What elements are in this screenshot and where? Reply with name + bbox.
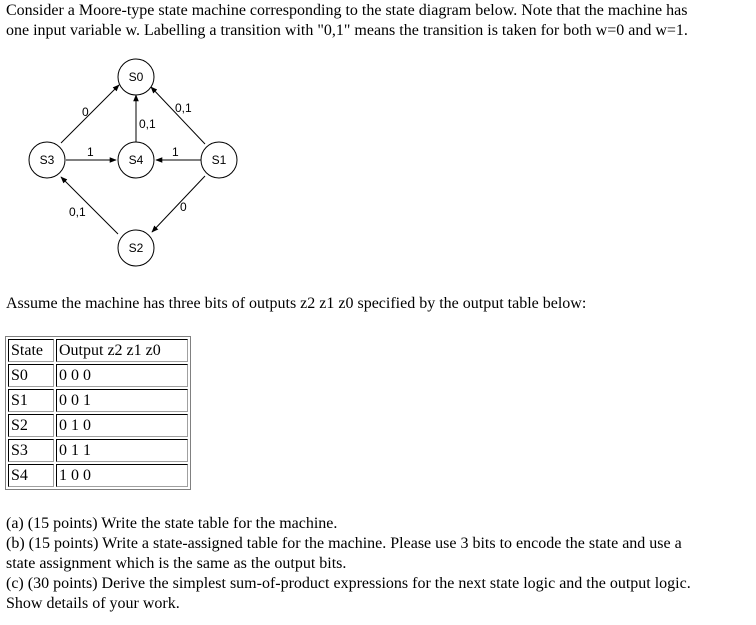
state-label-s0: S0 (128, 70, 144, 84)
table-row (8, 389, 188, 412)
edge-s1-to-s2 (152, 176, 205, 232)
state-diagram (0, 0, 756, 290)
intro-line-1: Consider a Moore-type state machine corresponding to the state diagram below. Note that the machine has (6, 2, 688, 19)
cell-output: 0 1 1 (56, 439, 188, 462)
cell-output: 0 1 0 (56, 414, 188, 437)
cell-output: 1 0 0 (56, 464, 188, 487)
cell-state: S4 (8, 464, 54, 487)
cell-output: 0 0 0 (56, 364, 188, 387)
label-s3-to-s0: 0 (82, 105, 89, 119)
question-b-line-1: (b) (15 points) Write a state-assigned table for the machine. Please use 3 bits to encode the state and use a (6, 535, 682, 552)
label-s1-to-s0: 0,1 (175, 101, 192, 115)
state-label-s1: S1 (211, 153, 227, 167)
state-label-s2: S2 (128, 241, 144, 255)
edge-s3-to-s0 (61, 85, 119, 143)
assumption-text (6, 294, 751, 314)
state-node-s3 (29, 142, 65, 178)
cell-state: S2 (8, 414, 54, 437)
table-header-row (8, 339, 188, 362)
question-b-line-2: state assignment which is the same as the output bits. (6, 555, 347, 572)
question-a: (a) (15 points) Write the state table for the machine. (6, 515, 338, 532)
label-s1-to-s2: 0 (180, 200, 187, 214)
state-node-s1 (201, 142, 237, 178)
cell-state: S1 (8, 389, 54, 412)
label-s3-to-s4: 1 (87, 145, 94, 159)
state-label-s3: S3 (39, 153, 55, 167)
header-output: Output z2 z1 z0 (56, 339, 188, 362)
label-s1-to-s4: 1 (172, 145, 179, 159)
state-node-s0 (118, 59, 154, 95)
state-node-s4 (118, 142, 154, 178)
label-s2-to-s3: 0,1 (69, 205, 86, 219)
label-s4-to-s0: 0,1 (139, 117, 156, 131)
intro-line-2: one input variable w. Labelling a transition with "0,1" means the transition is taken for both w=0 and w=1. (6, 22, 688, 39)
state-label-s4: S4 (128, 153, 144, 167)
questions-block (6, 514, 751, 614)
table-row (8, 439, 188, 462)
state-node-s2 (118, 230, 154, 266)
table-row (8, 414, 188, 437)
assumption-line: Assume the machine has three bits of outputs z2 z1 z0 specified by the output table below: (6, 295, 587, 312)
output-table (5, 336, 191, 490)
cell-state: S0 (8, 364, 54, 387)
header-state: State (8, 339, 54, 362)
table-row (8, 464, 188, 487)
question-c-line-1: (c) (30 points) Derive the simplest sum-of-product expressions for the next state logic and the output logic. (6, 575, 691, 592)
question-c-line-2: Show details of your work. (6, 595, 180, 612)
cell-state: S3 (8, 439, 54, 462)
edge-s1-to-s0 (151, 87, 205, 144)
table-row (8, 364, 188, 387)
cell-output: 0 0 1 (56, 389, 188, 412)
